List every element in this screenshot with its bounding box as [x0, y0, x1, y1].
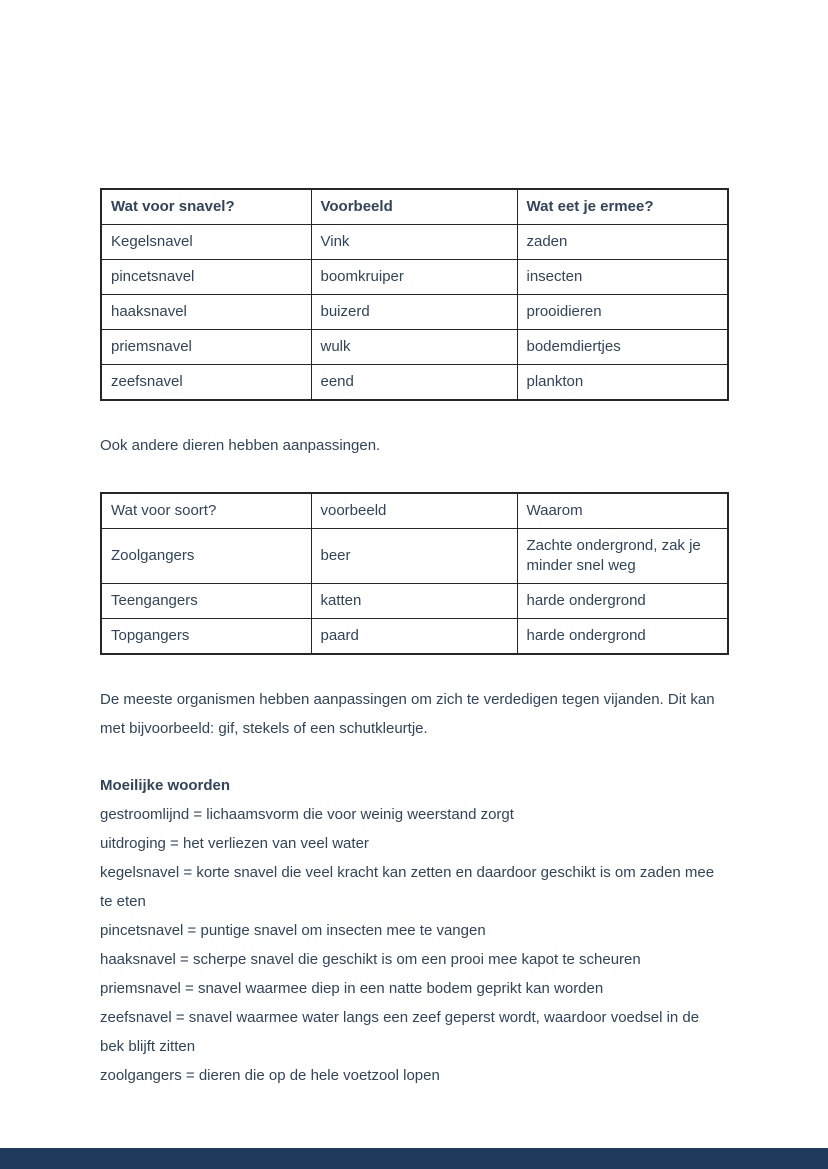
beak-table-cell: insecten: [517, 260, 728, 295]
gait-table-cell: beer: [311, 529, 517, 584]
gait-table-cell: Topgangers: [101, 619, 311, 655]
beak-table-cell: plankton: [517, 365, 728, 401]
gait-table-cell: Zoolgangers: [101, 529, 311, 584]
table-row: [101, 330, 728, 365]
gait-table-cell: harde ondergrond: [517, 584, 728, 619]
beak-table-cell: priemsnavel: [101, 330, 311, 365]
vocab-item: zoolgangers = dieren die op de hele voetzool lopen: [100, 1067, 440, 1084]
vocab-item: gestroomlijnd = lichaamsvorm die voor weinig weerstand zorgt: [100, 806, 514, 823]
beak-table-cell: wulk: [311, 330, 517, 365]
vocab-list: [100, 800, 727, 1090]
beak-table-cell: Vink: [311, 225, 517, 260]
table-row: [101, 260, 728, 295]
gait-table-header-row: [101, 493, 728, 529]
beak-table-cell: boomkruiper: [311, 260, 517, 295]
document-content: [100, 188, 727, 1090]
table-row: [101, 365, 728, 401]
beak-table-cell: bodemdiertjes: [517, 330, 728, 365]
gait-table-cell: harde ondergrond: [517, 619, 728, 655]
beak-table-cell: prooidieren: [517, 295, 728, 330]
gait-table-cell: Zachte ondergrond, zak je minder snel weg: [517, 529, 728, 584]
bottom-bar: [0, 1148, 828, 1169]
beak-table-cell: buizerd: [311, 295, 517, 330]
vocab-item: priemsnavel = snavel waarmee diep in een natte bodem geprikt kan worden: [100, 980, 604, 997]
beak-table-cell: eend: [311, 365, 517, 401]
gait-table: [100, 492, 729, 655]
gait-table-header-cell: Waarom: [517, 493, 728, 529]
table-row: [101, 584, 728, 619]
beak-table-header-cell: Voorbeeld: [311, 189, 517, 225]
beak-table-cell: Kegelsnavel: [101, 225, 311, 260]
vocab-item: haaksnavel = scherpe snavel die geschikt is om een prooi mee kapot te scheuren: [100, 951, 641, 968]
table-row: [101, 619, 728, 655]
beak-table-header-row: [101, 189, 728, 225]
gait-table-cell: katten: [311, 584, 517, 619]
table-row: [101, 295, 728, 330]
table-row: [101, 225, 728, 260]
beak-table: [100, 188, 729, 401]
beak-table-cell: pincetsnavel: [101, 260, 311, 295]
gait-table-cell: Teengangers: [101, 584, 311, 619]
gait-table-header-cell: voorbeeld: [311, 493, 517, 529]
beak-table-cell: zaden: [517, 225, 728, 260]
table-row: [101, 529, 728, 584]
paragraph-defense: De meeste organismen hebben aanpassingen om zich te verdedigen tegen vijanden. Dit kan met bijvoorbeeld: gif, stekels of een schutkleurtje.: [100, 691, 715, 737]
vocab-item: pincetsnavel = puntige snavel om insecten mee te vangen: [100, 922, 486, 939]
gait-table-cell: paard: [311, 619, 517, 655]
vocab-item: zeefsnavel = snavel waarmee water langs een zeef geperst wordt, waardoor voedsel in de bek blijft zitten: [100, 1009, 700, 1055]
vocab-heading: Moeilijke woorden: [100, 777, 231, 794]
vocab-item: uitdroging = het verliezen van veel water: [100, 835, 369, 852]
gait-table-header-cell: Wat voor soort?: [101, 493, 311, 529]
beak-table-header-cell: Wat voor snavel?: [101, 189, 311, 225]
vocab-item: kegelsnavel = korte snavel die veel kracht kan zetten en daardoor geschikt is om zaden mee te eten: [100, 864, 715, 910]
beak-table-cell: haaksnavel: [101, 295, 311, 330]
paragraph-other-animals: Ook andere dieren hebben aanpassingen.: [100, 437, 381, 454]
beak-table-cell: zeefsnavel: [101, 365, 311, 401]
beak-table-header-cell: Wat eet je ermee?: [517, 189, 728, 225]
